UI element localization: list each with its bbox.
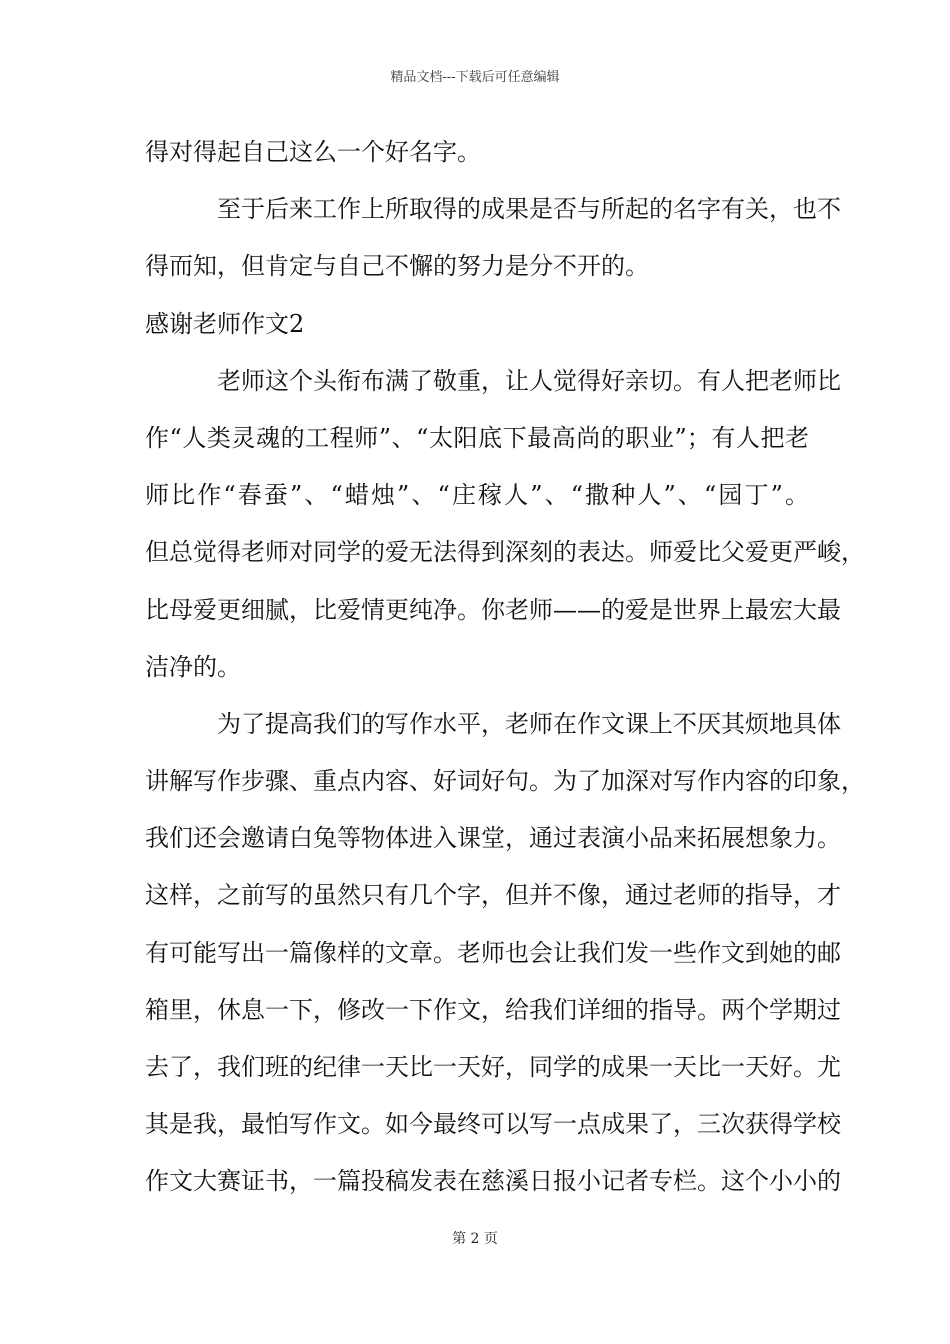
page-header: 精品文档---下载后可任意编辑: [390, 70, 560, 85]
text-line: 其是我，最怕写作文。如今最终可以写一点成果了，三次获得学校: [145, 1110, 841, 1139]
text-line: 比母爱更细腻，比爱情更纯净。你老师——的爱是世界上最宏大最: [145, 595, 841, 624]
text-line: 箱里，休息一下，修改一下作文，给我们详细的指导。两个学期过: [145, 995, 841, 1024]
text-line: 讲解写作步骤、重点内容、好词好句。为了加深对写作内容的印象，: [145, 767, 865, 796]
text-line: 我们还会邀请白兔等物体进入课堂，通过表演小品来拓展想象力。: [145, 824, 841, 853]
text-line: 这样，之前写的虽然只有几个字，但并不像，通过老师的指导，才: [145, 881, 841, 910]
section-heading: 感谢老师作文2: [145, 309, 305, 338]
text-line: 作文大赛证书，一篇投稿发表在慈溪日报小记者专栏。这个小小的: [145, 1167, 841, 1196]
text-line: 但总觉得老师对同学的爱无法得到深刻的表达。师爱比父爱更严峻，: [145, 538, 865, 567]
paragraph-start: 老师这个头衔布满了敬重，让人觉得好亲切。有人把老师比: [217, 366, 841, 395]
text-line: 师比作“春蚕”、“蜡烛”、“庄稼人”、“撒种人”、“园丁”。: [145, 481, 809, 510]
text-line: 洁净的。: [145, 652, 241, 681]
paragraph-start: 为了提高我们的写作水平，老师在作文课上不厌其烦地具体: [217, 709, 841, 738]
document-body: [145, 128, 865, 1215]
paragraph-start: 至于后来工作上所取得的成果是否与所起的名字有关，也不: [217, 195, 841, 224]
text-line: 有可能写出一篇像样的文章。老师也会让我们发一些作文到她的邮: [145, 938, 841, 967]
text-line: 得而知，但肯定与自己不懈的努力是分不开的。: [145, 252, 649, 281]
page-number: 第 2 页: [452, 1231, 498, 1247]
text-line: 得对得起自己这么一个好名字。: [145, 138, 481, 166]
text-line: 作“人类灵魂的工程师”、“太阳底下最高尚的职业”；有人把老: [145, 423, 809, 452]
text-line: 去了，我们班的纪律一天比一天好，同学的成果一天比一天好。尤: [145, 1053, 841, 1081]
